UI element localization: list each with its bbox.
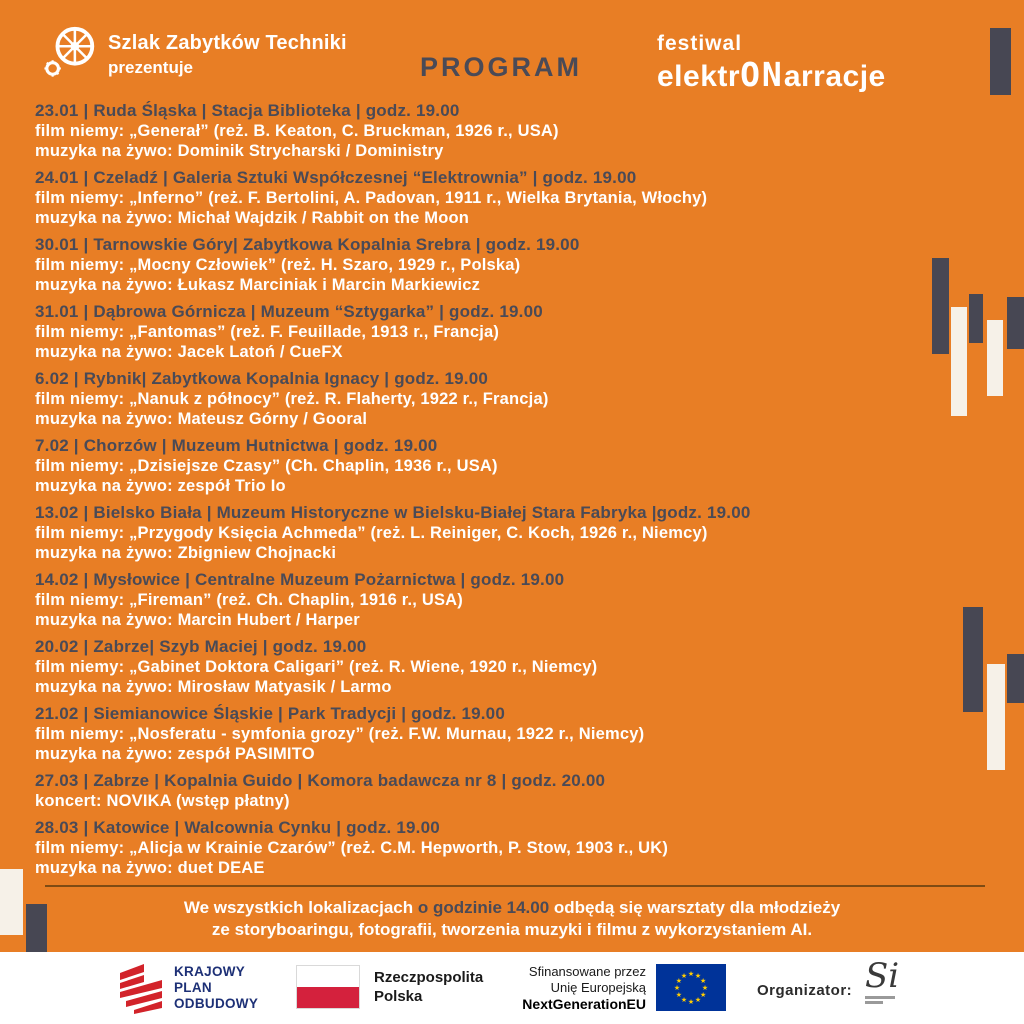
event-item bbox=[35, 818, 1004, 878]
festival-name-suffix: arracje bbox=[783, 60, 886, 93]
event-film: film niemy: „Fireman” (reż. Ch. Chaplin, 1916 r., USA) bbox=[35, 591, 463, 609]
event-film: film niemy: „Inferno” (reż. F. Bertolini, A. Padovan, 1911 r., Wielka Brytania, Włochy) bbox=[35, 189, 708, 207]
event-item bbox=[35, 168, 1004, 228]
festival-name-on: ON bbox=[740, 55, 784, 94]
event-film: film niemy: „Nanuk z północy” (reż. R. Flaherty, 1922 r., Francja) bbox=[35, 390, 549, 408]
note-time-highlight: o godzinie 14.00 bbox=[413, 898, 554, 917]
event-item bbox=[35, 637, 1004, 697]
eu-line3: NextGenerationEU bbox=[522, 996, 646, 1012]
decor-bar bbox=[932, 258, 949, 354]
festival-name-prefix: elektr bbox=[657, 60, 741, 93]
kpo-line2: PLAN bbox=[174, 980, 212, 995]
svg-text:★: ★ bbox=[694, 971, 702, 980]
event-film: film niemy: „Alicja w Krainie Czarów” (reż. C.M. Hepworth, P. Stow, 1903 r., UK) bbox=[35, 839, 669, 857]
kpo-line3: ODBUDOWY bbox=[174, 996, 259, 1011]
si-mark: Si bbox=[865, 956, 900, 996]
decor-bar bbox=[1007, 297, 1024, 349]
brand-subtitle: prezentuje bbox=[108, 58, 194, 77]
event-item bbox=[35, 235, 1004, 295]
event-header: 13.02 | Bielsko Biała | Muzeum Historyczne w Bielsku-Białej Stara Fabryka |godz. 19.00 bbox=[35, 503, 751, 522]
event-film: film niemy: „Przygody Księcia Achmeda” (reż. L. Reiniger, C. Koch, 1926 r., Niemcy) bbox=[35, 524, 708, 542]
svg-text:★: ★ bbox=[701, 984, 709, 992]
event-music: muzyka na żywo: Marcin Hubert / Harper bbox=[35, 611, 360, 629]
divider-line bbox=[45, 885, 985, 887]
festival-name bbox=[657, 55, 886, 94]
si-caption-line bbox=[865, 996, 895, 999]
footer-logos bbox=[0, 952, 1024, 1024]
festival-word: festiwal bbox=[657, 32, 743, 55]
event-item bbox=[35, 704, 1004, 764]
brand-logo bbox=[42, 24, 347, 82]
workshops-note-line2: ze storyboaringu, fotografii, tworzenia muzyki i filmu z wykorzystaniem AI. bbox=[211, 920, 813, 939]
svg-text:★: ★ bbox=[675, 977, 683, 985]
event-concert: koncert: NOVIKA (wstęp płatny) bbox=[35, 792, 290, 810]
note-part2: odbędą się warsztaty dla młodzieży bbox=[553, 898, 841, 917]
event-item bbox=[35, 570, 1004, 630]
poland-flag-icon bbox=[296, 965, 360, 1009]
note-part1: We wszystkich lokalizacjach bbox=[183, 898, 414, 917]
decor-bar bbox=[987, 664, 1005, 770]
events-list bbox=[35, 101, 1004, 885]
decor-bar bbox=[990, 28, 1011, 95]
event-item bbox=[35, 436, 1004, 496]
decor-bar bbox=[987, 320, 1003, 396]
event-music: muzyka na żywo: Łukasz Marciniak i Marcin Markiewicz bbox=[35, 276, 481, 294]
eu-line1: Sfinansowane przez bbox=[528, 964, 646, 979]
festival-logo bbox=[657, 33, 886, 92]
event-film: film niemy: „Fantomas” (reż. F. Feuillade, 1913 r., Francja) bbox=[35, 323, 500, 341]
decor-bar bbox=[951, 307, 967, 416]
organizer-si-logo bbox=[865, 958, 899, 1004]
event-header: 24.01 | Czeladź | Galeria Sztuki Współczesnej “Elektrownia” | godz. 19.00 bbox=[35, 168, 637, 187]
decor-bar bbox=[0, 869, 23, 935]
decor-bar bbox=[969, 294, 983, 343]
svg-text:★: ★ bbox=[699, 991, 707, 999]
event-header: 31.01 | Dąbrowa Górnicza | Muzeum “Sztygarka” | godz. 19.00 bbox=[35, 302, 543, 321]
event-music: muzyka na żywo: zespół PASIMITO bbox=[35, 745, 315, 763]
event-item bbox=[35, 503, 1004, 563]
program-title: PROGRAM bbox=[420, 52, 582, 82]
event-header: 7.02 | Chorzów | Muzeum Hutnictwa | godz. 19.00 bbox=[35, 436, 438, 455]
event-music: muzyka na żywo: Jacek Latoń / CueFX bbox=[35, 343, 343, 361]
event-header: 21.02 | Siemianowice Śląskie | Park Tradycji | godz. 19.00 bbox=[35, 704, 505, 723]
event-music: muzyka na żywo: duet DEAE bbox=[35, 859, 265, 877]
event-music: muzyka na żywo: Zbigniew Chojnacki bbox=[35, 544, 337, 562]
event-music: muzyka na żywo: Dominik Strycharski / Doministry bbox=[35, 142, 444, 160]
event-item bbox=[35, 771, 1004, 811]
event-header: 27.03 | Zabrze | Kopalnia Guido | Komora badawcza nr 8 | godz. 20.00 bbox=[35, 771, 606, 790]
event-music: muzyka na żywo: Mateusz Górny / Gooral bbox=[35, 410, 368, 428]
event-music: muzyka na żywo: Mirosław Matyasik / Larmo bbox=[35, 678, 392, 696]
poland-line2: Polska bbox=[374, 988, 423, 1005]
event-film: film niemy: „Generał” (reż. B. Keaton, C. Bruckman, 1926 r., USA) bbox=[35, 122, 559, 140]
svg-text:★: ★ bbox=[694, 996, 702, 1005]
event-header: 28.03 | Katowice | Walcownia Cynku | godz. 19.00 bbox=[35, 818, 440, 837]
brand-title: Szlak Zabytków Techniki bbox=[108, 32, 347, 54]
event-film: film niemy: „Nosferatu - symfonia grozy” (reż. F.W. Murnau, 1922 r., Niemcy) bbox=[35, 725, 645, 743]
svg-text:★: ★ bbox=[675, 991, 683, 999]
eu-flag-icon bbox=[656, 964, 726, 1011]
svg-text:★: ★ bbox=[699, 977, 707, 985]
poland-label bbox=[374, 968, 483, 1006]
kpo-logo-text bbox=[174, 964, 258, 1012]
svg-text:★: ★ bbox=[673, 984, 681, 992]
event-music: muzyka na żywo: Michał Wajdzik / Rabbit on the Moon bbox=[35, 209, 470, 227]
organizer-label: Organizator: bbox=[757, 982, 853, 999]
decor-bar bbox=[1007, 654, 1024, 703]
event-film: film niemy: „Gabinet Doktora Caligari” (reż. R. Wiene, 1920 r., Niemcy) bbox=[35, 658, 598, 676]
technology-wheel-icon bbox=[42, 24, 100, 82]
event-header: 23.01 | Ruda Śląska | Stacja Biblioteka | godz. 19.00 bbox=[35, 101, 460, 120]
kpo-logo-icon bbox=[118, 961, 168, 1015]
svg-text:★: ★ bbox=[680, 996, 688, 1005]
svg-text:★: ★ bbox=[680, 971, 688, 980]
workshops-note bbox=[0, 897, 1024, 941]
eu-funding-label bbox=[498, 964, 646, 1012]
event-item bbox=[35, 101, 1004, 161]
svg-text:★: ★ bbox=[687, 970, 695, 978]
event-film: film niemy: „Mocny Człowiek” (reż. H. Szaro, 1929 r., Polska) bbox=[35, 256, 521, 274]
event-header: 6.02 | Rybnik| Zabytkowa Kopalnia Ignacy | godz. 19.00 bbox=[35, 369, 489, 388]
workshops-note-line1 bbox=[0, 897, 1024, 919]
event-item bbox=[35, 369, 1004, 429]
event-header: 30.01 | Tarnowskie Góry| Zabytkowa Kopalnia Srebra | godz. 19.00 bbox=[35, 235, 580, 254]
event-film: film niemy: „Dzisiejsze Czasy” (Ch. Chaplin, 1936 r., USA) bbox=[35, 457, 498, 475]
eu-line2: Unię Europejską bbox=[550, 980, 646, 995]
event-header: 20.02 | Zabrze| Szyb Maciej | godz. 19.00 bbox=[35, 637, 367, 656]
poland-line1: Rzeczpospolita bbox=[374, 969, 484, 986]
si-caption-line bbox=[865, 1001, 883, 1004]
event-header: 14.02 | Mysłowice | Centralne Muzeum Pożarnictwa | godz. 19.00 bbox=[35, 570, 565, 589]
kpo-line1: KRAJOWY bbox=[174, 964, 246, 979]
event-music: muzyka na żywo: zespół Trio Io bbox=[35, 477, 286, 495]
svg-text:★: ★ bbox=[687, 998, 695, 1006]
decor-bar bbox=[26, 904, 47, 952]
event-item bbox=[35, 302, 1004, 362]
decor-bar bbox=[963, 607, 983, 712]
